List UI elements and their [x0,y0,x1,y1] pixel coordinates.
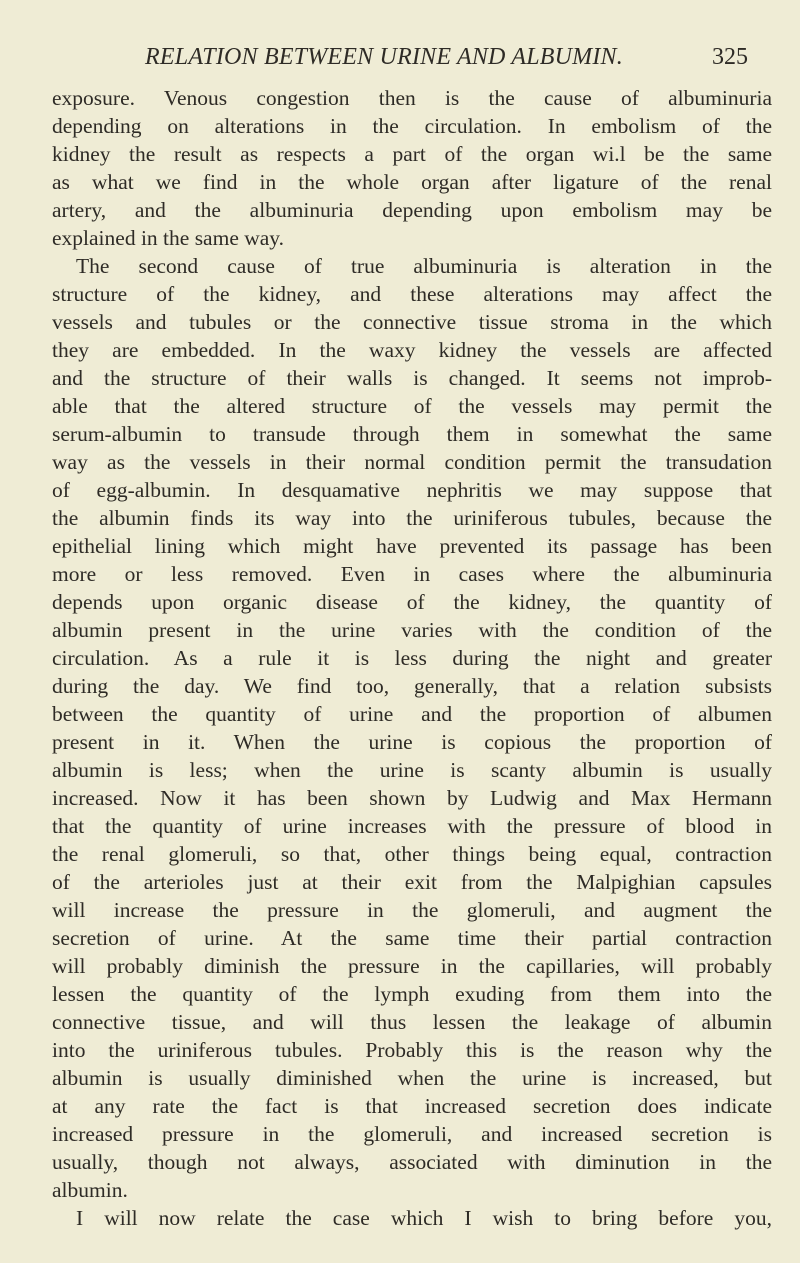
text-line: kidney the result as respects a part of the organ wi.l be the same [52,142,772,166]
text-line: albumin. [52,1178,128,1202]
text-line: depending on alterations in the circulation. In embolism of the [52,114,772,138]
text-line: that the quantity of urine increases with the pressure of blood in [52,814,772,838]
text-line: vessels and tubules or the connective tissue stroma in the which [52,310,772,334]
text-line: present in it. When the urine is copious the proportion of [52,730,772,754]
text-line: epithelial lining which might have prevented its passage has been [52,534,772,558]
text-line: way as the vessels in their normal condition permit the transudation [52,450,772,474]
text-line: circulation. As a rule it is less during the night and greater [52,646,772,670]
running-head: RELATION BETWEEN URINE AND ALBUMIN. [145,44,623,70]
text-line: the renal glomeruli, so that, other things being equal, contraction [52,842,772,866]
text-line: able that the altered structure of the vessels may permit the [52,394,772,418]
text-line: and the structure of their walls is changed. It seems not improb- [52,366,772,390]
text-line: during the day. We find too, generally, that a relation subsists [52,674,772,698]
text-line: more or less removed. Even in cases where the albuminuria [52,562,772,586]
text-line: of the arterioles just at their exit from the Malpighian capsules [52,870,772,894]
text-line: albumin is less; when the urine is scanty albumin is usually [52,758,772,782]
text-line: of egg-albumin. In desquamative nephritis we may suppose that [52,478,772,502]
text-line: explained in the same way. [52,226,285,250]
text-line: increased pressure in the glomeruli, and increased secretion is [52,1122,772,1146]
text-line: secretion of urine. At the same time their partial contraction [52,926,772,950]
text-line: exposure. Venous congestion then is the cause of albuminuria [52,86,772,110]
text-line: will probably diminish the pressure in the capillaries, will probably [52,954,772,978]
text-line: I will now relate the case which I wish to bring before you, [76,1206,772,1230]
text-line: structure of the kidney, and these alterations may affect the [52,282,772,306]
text-line: depends upon organic disease of the kidney, the quantity of [52,590,772,614]
text-line: they are embedded. In the waxy kidney the vessels are affected [52,338,772,362]
text-line: The second cause of true albuminuria is alteration in the [76,254,772,278]
text-line: connective tissue, and will thus lessen the leakage of albumin [52,1010,772,1034]
text-line: as what we find in the whole organ after ligature of the renal [52,170,772,194]
text-line: serum-albumin to transude through them in somewhat the same [52,422,772,446]
text-line: albumin present in the urine varies with the condition of the [52,618,772,642]
text-line: between the quantity of urine and the proportion of albumen [52,702,772,726]
text-line: into the uriniferous tubules. Probably this is the reason why the [52,1038,772,1062]
body-text [52,84,772,1232]
page-number: 325 [712,44,748,70]
text-line: the albumin finds its way into the uriniferous tubules, because the [52,506,772,530]
text-line: lessen the quantity of the lymph exuding from them into the [52,982,772,1006]
text-line: will increase the pressure in the glomeruli, and augment the [52,898,772,922]
text-line: at any rate the fact is that increased secretion does indicate [52,1094,772,1118]
text-line: artery, and the albuminuria depending upon embolism may be [52,198,772,222]
text-line: albumin is usually diminished when the urine is increased, but [52,1066,772,1090]
text-line: increased. Now it has been shown by Ludwig and Max Hermann [52,786,772,810]
text-line: usually, though not always, associated with diminution in the [52,1150,772,1174]
